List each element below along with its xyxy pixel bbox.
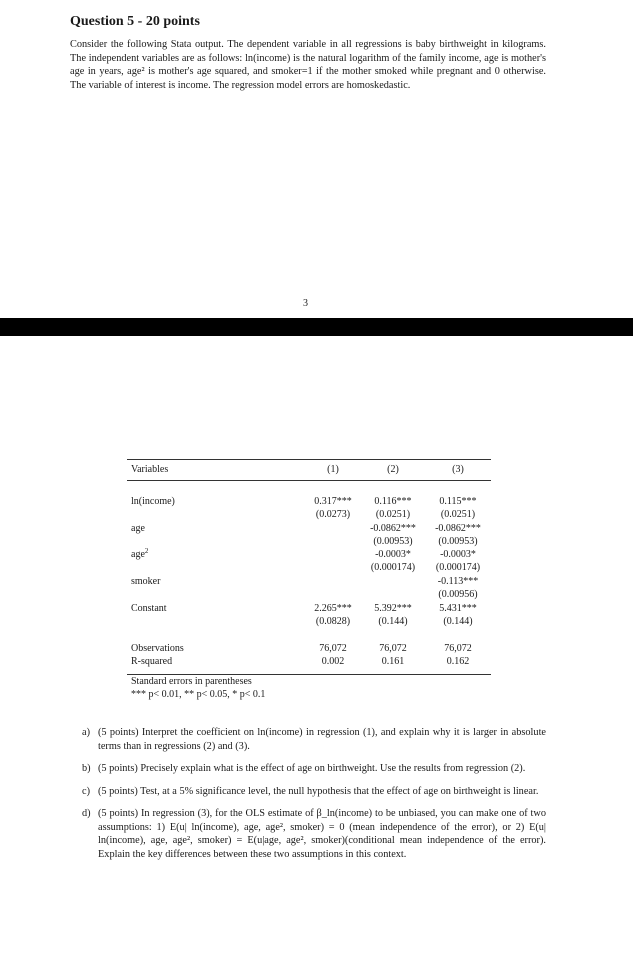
header-variables: Variables [131,464,169,475]
question-text: (5 points) Interpret the coefficient on ln(income) in regression (1), and explain why it is larger in absolute terms than in regressions (2) and (3). [98,727,546,752]
row-label-observations: Observations [131,643,184,654]
row-label-age-squared: age$^2$ [131,547,149,560]
se-constant-2: (0.144) [378,616,408,627]
row-label-age: age [131,523,145,534]
se-age-2: (0.00953) [373,536,413,547]
header-col-2: (2) [387,464,399,475]
table-rule-top [127,459,491,460]
row-label-smoker: smoker [131,576,161,587]
question-intro: Consider the following Stata output. The dependent variable in all regressions is baby birthweight in kilograms. The independent variables are as follows: ln(income) is the natural logarithm of the family income, age is mother's age in years, age² is mother's age squared, and smoker=1 if the mother smoked while pregnant and 0 otherwise. The variable of interest is income. The regression model errors are homoskedastic. [70,39,546,92]
question-letter: d) [82,808,91,819]
coef-age-2: -0.0862*** [370,523,416,534]
notes-line-2: *** p< 0.01, ** p< 0.05, * p< 0.1 [131,689,266,700]
coef-lnincome-1: 0.317*** [314,496,352,507]
page-number: 3 [303,298,308,309]
question-item [82,726,546,753]
coef-lnincome-2: 0.116*** [374,496,412,507]
obs-2: 76,072 [379,643,407,654]
se-lnincome-3: (0.0251) [440,509,476,520]
obs-1: 76,072 [319,643,347,654]
table-rule-header [127,480,491,481]
rsq-3: 0.162 [446,656,470,667]
se-age2-2: (0.000174) [370,562,416,573]
question-item [82,762,546,776]
se-constant-1: (0.0828) [315,616,351,627]
question-letter: b) [82,763,91,774]
question-text: (5 points) Test, at a 5% significance level, the null hypothesis that the effect of age on birthweight is linear. [98,785,539,797]
table-notes [131,675,265,701]
question-title: Question 5 - 20 points [70,14,200,29]
coef-constant-2: 5.392*** [374,603,412,614]
header-col-1: (1) [327,464,339,475]
row-label-rsquared: R-squared [131,656,173,667]
notes-line-1: Standard errors in parentheses [131,676,252,687]
header-col-3: (3) [452,464,464,475]
row-label-constant: Constant [131,603,167,614]
coef-smoker-3: -0.113*** [437,576,479,587]
question-text: (5 points) In regression (3), for the OLS estimate of β_ln(income) to be unbiased, you can make one of two assumptions: 1) E(u| ln(income), age, age², smoker) = 0 (mean independence of the error), or 2) E(u| ln(income), age, age², smoker) = E(u|age, age², smoker)(conditional mean independence of the error). Explain the key differences between these two assumptions in this context. [98,808,546,860]
se-lnincome-2: (0.0251) [375,509,411,520]
page-2 [0,336,633,961]
se-smoker-3: (0.00956) [438,589,478,600]
question-letter: a) [82,727,90,738]
question-list [82,726,546,870]
se-constant-3: (0.144) [443,616,473,627]
coef-age2-3: -0.0003* [440,549,476,560]
question-letter: c) [82,785,90,797]
se-age-3: (0.00953) [438,536,478,547]
rsq-1: 0.002 [321,656,345,667]
rsq-2: 0.161 [381,656,405,667]
question-item [82,785,546,799]
coef-constant-1: 2.265*** [314,603,352,614]
coef-age2-2: -0.0003* [375,549,411,560]
coef-constant-3: 5.431*** [439,603,477,614]
coef-lnincome-3: 0.115*** [439,496,477,507]
row-label-lnincome: ln(income) [131,496,175,507]
coef-age-3: -0.0862*** [435,523,481,534]
question-text: (5 points) Precisely explain what is the effect of age on birthweight. Use the results from regression (2). [98,763,526,774]
obs-3: 76,072 [444,643,472,654]
page-1 [0,0,633,318]
se-lnincome-1: (0.0273) [315,509,351,520]
question-item [82,807,546,861]
page-separator [0,318,633,336]
se-age2-3: (0.000174) [435,562,481,573]
